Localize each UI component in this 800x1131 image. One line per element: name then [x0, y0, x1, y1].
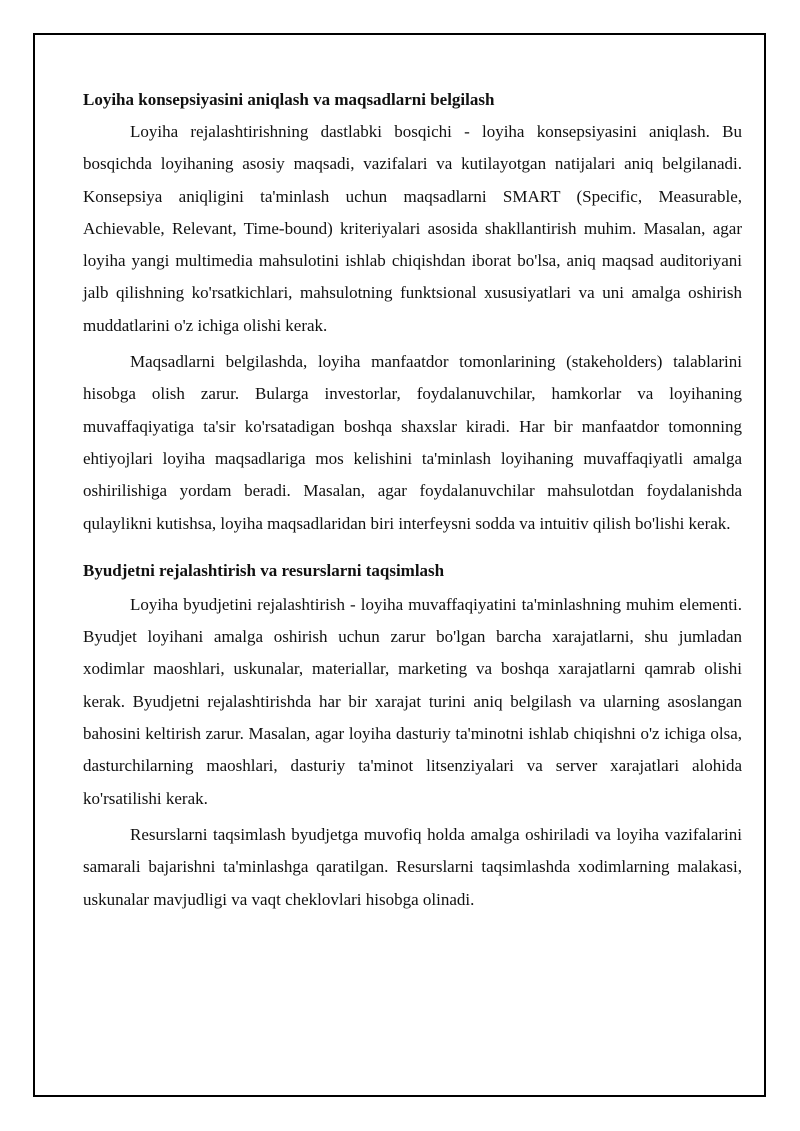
- paragraph: Maqsadlarni belgilashda, loyiha manfaatdor tomonlarining (stakeholders) talablarini hisobga olish zarur. Bularga investorlar, foydalanuvchilar, hamkorlar va loyihaning muvaffaqiyatiga ta'sir ko'rsatadigan boshqa shaxslar kiradi. Har bir manfaatdor tomonning ehtiyojlari loyiha maqsadlariga mos kelishini ta'minlash loyihaning muvaffaqiyatli amalga oshirilishiga yordam beradi. Masalan, agar foydalanuvchilar mahsulotdan foydalanishda qulaylikni kutishsa, loyiha maqsadlaridan biri interfeysni sodda va intuitiv qilish bo'lishi kerak.: [83, 352, 742, 533]
- paragraph: Loyiha byudjetini rejalashtirish - loyiha muvaffaqiyatini ta'minlashning muhim elementi. Byudjet loyihani amalga oshirish uchun zarur bo'lgan barcha xarajatlarni, shu jumladan xodimlar maoshlari, uskunalar, materiallar, marketing va boshqa xarajatlarni qamrab olishi kerak. Byudjetni rejalashtirishda har bir xarajat turini aniq belgilash va ularning asoslangan bahosini keltirish zarur. Masalan, agar loyiha dasturiy ta'minotni ishlab chiqishni o'z ichiga olsa, dasturchilarning maoshlari, dasturiy ta'minot litsenziyalari va server xarajatlari alohida ko'rsatilishi kerak.: [83, 594, 742, 808]
- section-heading: Loyiha konsepsiyasini aniqlash va maqsadlarni belgilash: [83, 90, 495, 109]
- document-body: [83, 83, 742, 916]
- paragraph: Loyiha rejalashtirishning dastlabki bosqichi - loyiha konsepsiyasini aniqlash. Bu bosqichda loyihaning asosiy maqsadi, vazifalari va kutilayotgan natijalari aniq belgilanadi. Konsepsiya aniqligini ta'minlash uchun maqsadlarni SMART (Specific, Measurable, Achievable, Relevant, Time-bound) kriteriyalari asosida shakllantirish muhim. Masalan, agar loyiha yangi multimedia mahsulotini ishlab chiqishdan iborat bo'lsa, aniq maqsad auditoriyani jalb qilishning ko'rsatkichlari, mahsulotning funktsional xususiyatlari va uni amalga oshirish muddatlarini o'z ichiga olishi kerak.: [83, 122, 742, 335]
- section-heading: Byudjetni rejalashtirish va resurslarni taqsimlash: [83, 560, 445, 580]
- paragraph: Resurslarni taqsimlash byudjetga muvofiq holda amalga oshiriladi va loyiha vazifalarini samarali bajarishni ta'minlashga qaratilgan. Resurslarni taqsimlashda xodimlarning malakasi, uskunalar mavjudligi va vaqt cheklovlari hisobga olinadi.: [83, 824, 742, 909]
